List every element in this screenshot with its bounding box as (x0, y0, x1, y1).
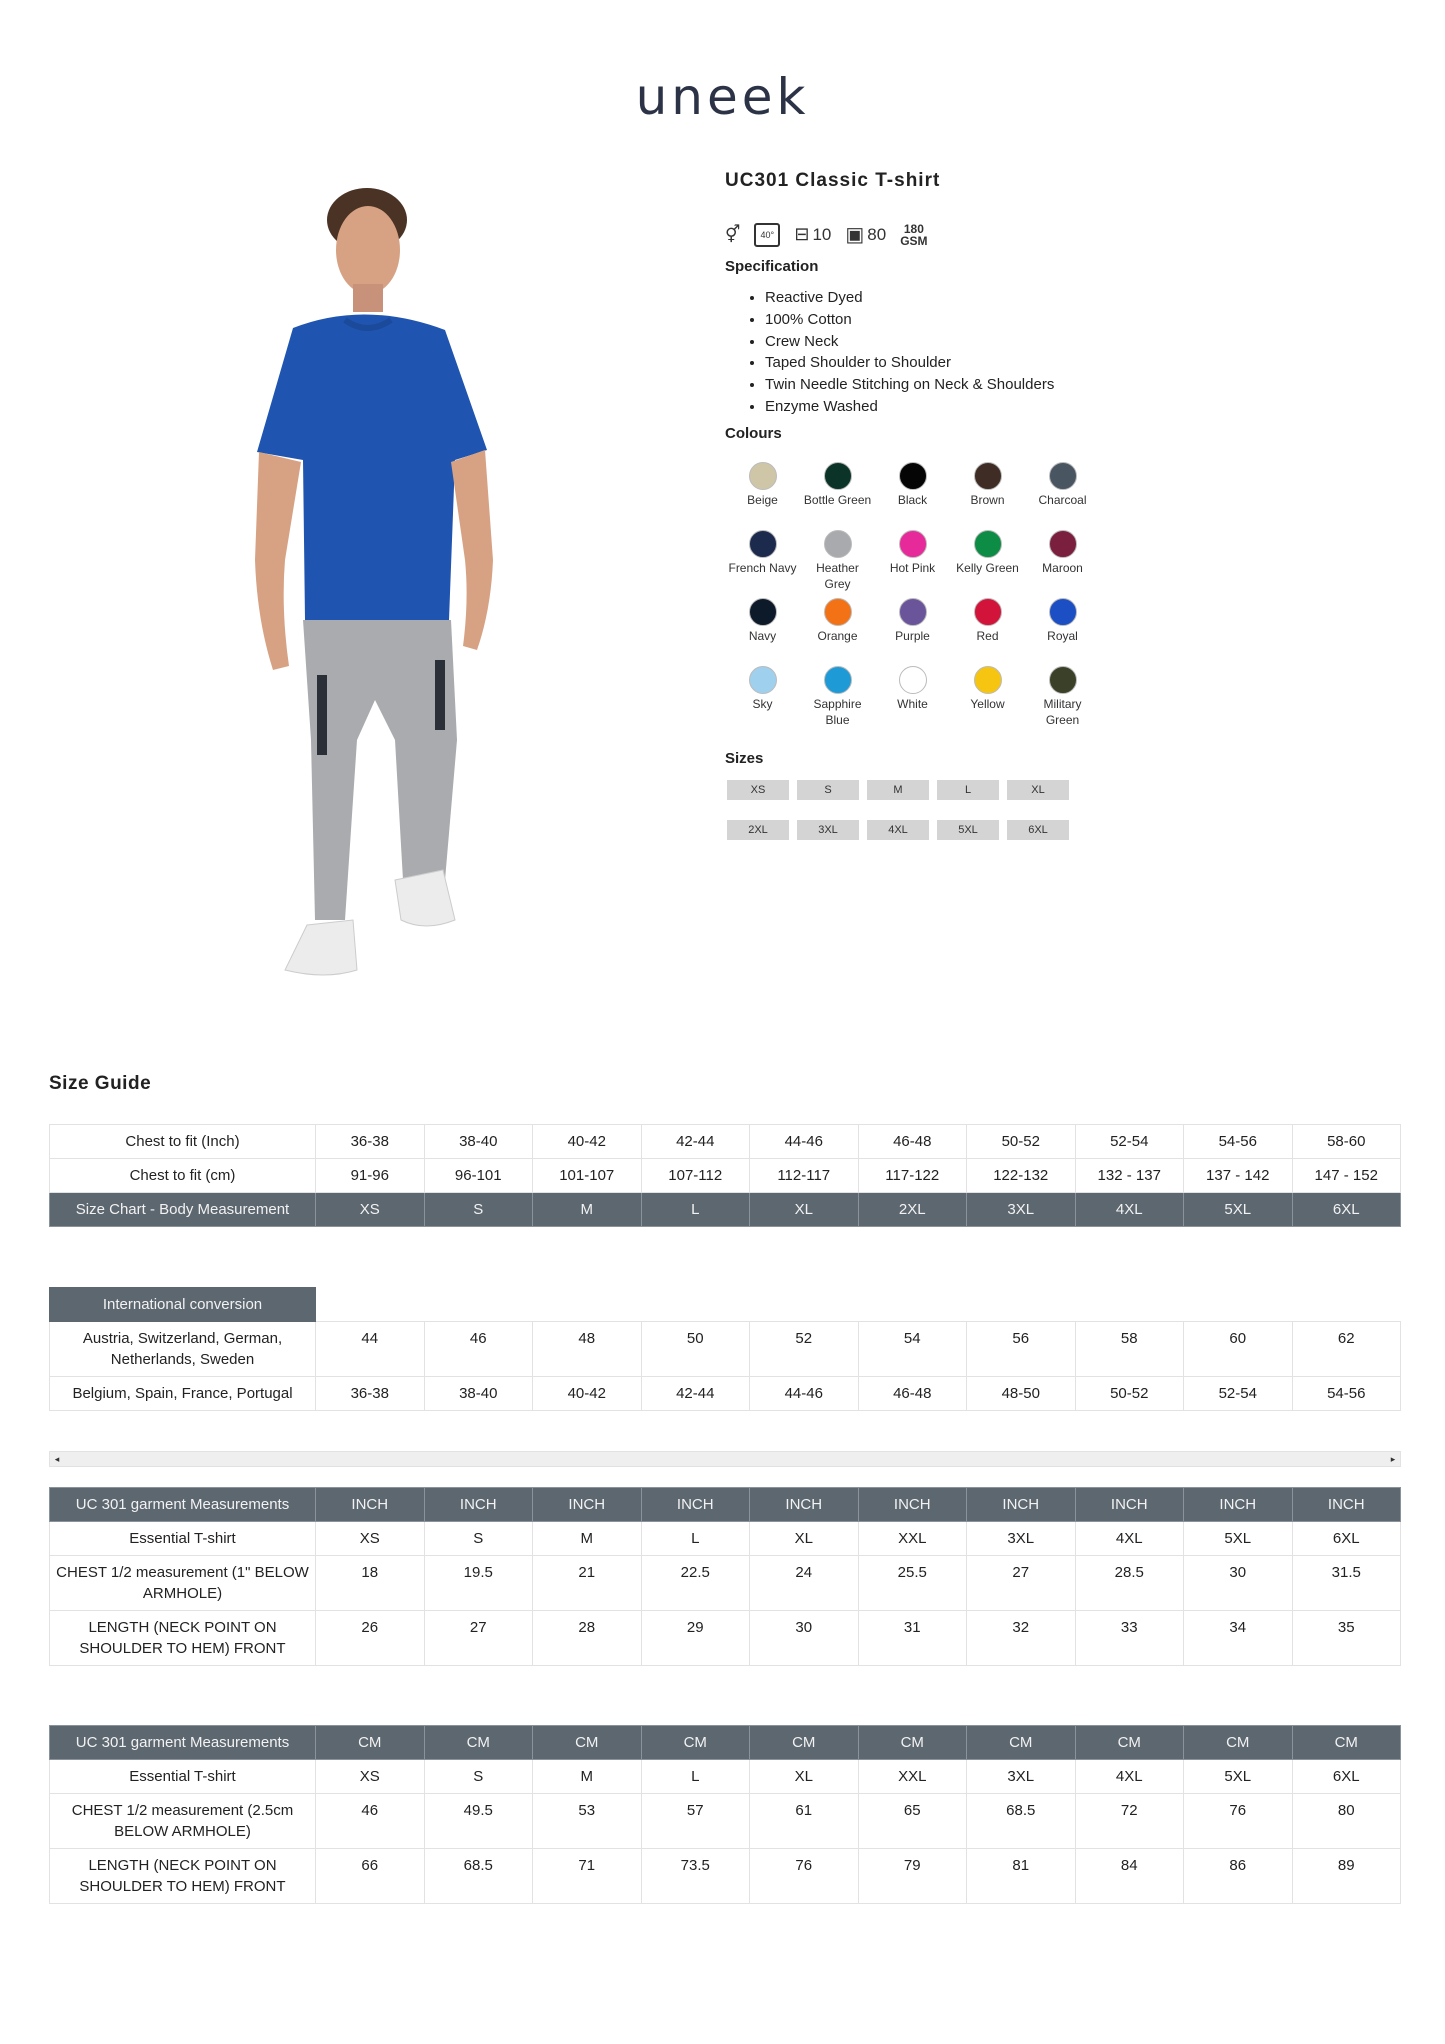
table-cell: 28.5 (1075, 1556, 1184, 1611)
table-cell: CM (1075, 1726, 1184, 1760)
size-chip[interactable]: XS (727, 780, 789, 800)
table-cell: 5XL (1184, 1193, 1293, 1227)
table-cell: 3XL (967, 1760, 1076, 1794)
colour-swatch[interactable] (1025, 462, 1100, 530)
blank-cell (533, 1288, 642, 1322)
table-cell: 89 (1292, 1849, 1401, 1904)
table-cell: 3XL (967, 1193, 1076, 1227)
colour-label: Navy (748, 629, 777, 643)
row-label: Essential T-shirt (50, 1522, 316, 1556)
garment-measurements-inch-table (49, 1487, 1401, 1666)
table-cell: 4XL (1075, 1522, 1184, 1556)
colour-swatch[interactable] (1025, 598, 1100, 666)
table-cell: S (424, 1760, 533, 1794)
row-label: Chest to fit (Inch) (50, 1125, 316, 1159)
pack-icon: ⊟ 10 (794, 224, 832, 244)
colour-dot[interactable] (1049, 530, 1077, 558)
table-cell: XL (750, 1760, 859, 1794)
scroll-right-icon[interactable]: ▸ (1390, 1454, 1396, 1464)
colour-swatches (725, 462, 1100, 734)
table-cell: 6XL (1292, 1760, 1401, 1794)
table-cell: 54-56 (1292, 1377, 1401, 1411)
blank-cell (1292, 1288, 1401, 1322)
colour-dot[interactable] (974, 598, 1002, 626)
colour-label: Military Green (1043, 697, 1082, 727)
table-cell: 48 (533, 1322, 642, 1377)
table-cell: 58-60 (1292, 1125, 1401, 1159)
table-cell: 56 (967, 1322, 1076, 1377)
table-cell: 40-42 (533, 1377, 642, 1411)
table-cell: 2XL (858, 1193, 967, 1227)
table-cell: 38-40 (424, 1125, 533, 1159)
table-cell: 31 (858, 1611, 967, 1666)
colour-swatch[interactable] (950, 462, 1025, 530)
table-row (50, 1760, 1401, 1794)
table-cell: 147 - 152 (1292, 1159, 1401, 1193)
colour-dot[interactable] (749, 530, 777, 558)
colour-dot[interactable] (899, 462, 927, 490)
table-cell: 107-112 (641, 1159, 750, 1193)
colour-label: Red (976, 629, 999, 643)
table-cell: 21 (533, 1556, 642, 1611)
row-label: CHEST 1/2 measurement (2.5cm BELOW ARMHOLE) (50, 1794, 316, 1849)
colours-heading: Colours (725, 425, 782, 442)
colour-label: Hot Pink (889, 561, 936, 575)
table-cell: 122-132 (967, 1159, 1076, 1193)
colour-dot[interactable] (899, 530, 927, 558)
table-cell: S (424, 1522, 533, 1556)
colour-swatch[interactable] (800, 598, 875, 666)
table-cell: 50-52 (967, 1125, 1076, 1159)
blank-cell (1075, 1288, 1184, 1322)
brand-logo: uneek (635, 68, 810, 126)
sizes-heading: Sizes (725, 750, 764, 767)
table-cell: 50-52 (1075, 1377, 1184, 1411)
wash-40-icon: 40° (754, 223, 780, 247)
table-cell: CM (1292, 1726, 1401, 1760)
row-label: LENGTH (NECK POINT ON SHOULDER TO HEM) FRONT (50, 1849, 316, 1904)
colour-label: Sky (752, 697, 773, 711)
size-guide-table (49, 1124, 1401, 1227)
table-row (50, 1611, 1401, 1666)
size-options (727, 780, 1069, 840)
table-cell: 52 (750, 1322, 859, 1377)
table-cell: INCH (316, 1488, 425, 1522)
colour-dot[interactable] (1049, 666, 1077, 694)
table-cell: XS (316, 1760, 425, 1794)
specification-list (743, 287, 1054, 418)
table-row (50, 1794, 1401, 1849)
table-cell: 27 (967, 1556, 1076, 1611)
table-cell: 46 (424, 1322, 533, 1377)
colour-label: Brown (970, 493, 1005, 507)
table-cell: 117-122 (858, 1159, 967, 1193)
table-cell: 79 (858, 1849, 967, 1904)
colour-label: Yellow (970, 697, 1005, 711)
table-cell: 32 (967, 1611, 1076, 1666)
table-cell: 19.5 (424, 1556, 533, 1611)
colour-label: Sapphire Blue (813, 697, 862, 727)
table-cell: 61 (750, 1794, 859, 1849)
colour-swatch[interactable] (875, 598, 950, 666)
table-cell: XXL (858, 1522, 967, 1556)
table-row (50, 1522, 1401, 1556)
table-cell: 52-54 (1184, 1377, 1293, 1411)
colour-dot[interactable] (824, 530, 852, 558)
table-cell: 31.5 (1292, 1556, 1401, 1611)
colour-label: Bottle Green (803, 493, 872, 507)
blank-cell (424, 1288, 533, 1322)
table-cell: 68.5 (967, 1794, 1076, 1849)
colour-label: Purple (895, 629, 930, 643)
table-cell: 38-40 (424, 1377, 533, 1411)
unisex-icon: ⚥ (725, 224, 741, 244)
spec-item: • Reactive Dyed (765, 287, 1054, 309)
table-cell: CM (533, 1726, 642, 1760)
colour-swatch[interactable] (725, 462, 800, 530)
table-cell: S (424, 1193, 533, 1227)
table-cell: 65 (858, 1794, 967, 1849)
colour-label: Black (897, 493, 928, 507)
colour-label: Royal (1047, 629, 1078, 643)
blank-cell (641, 1288, 750, 1322)
table-cell: CM (641, 1726, 750, 1760)
table-cell: 132 - 137 (1075, 1159, 1184, 1193)
table-cell: 76 (750, 1849, 859, 1904)
box-icon: ▣ 80 (845, 224, 887, 246)
table-cell: M (533, 1193, 642, 1227)
table-cell: 62 (1292, 1322, 1401, 1377)
table-cell: 137 - 142 (1184, 1159, 1293, 1193)
table-cell: L (641, 1193, 750, 1227)
table-cell: 44-46 (750, 1125, 859, 1159)
table-cell: 46 (316, 1794, 425, 1849)
table-cell: 58 (1075, 1322, 1184, 1377)
spec-item: • 100% Cotton (765, 309, 1054, 331)
table-cell: INCH (967, 1488, 1076, 1522)
table-cell: 6XL (1292, 1522, 1401, 1556)
colour-swatch[interactable] (1025, 666, 1100, 734)
spec-item: • Twin Needle Stitching on Neck & Shoulders (765, 374, 1054, 396)
row-label: Belgium, Spain, France, Portugal (50, 1377, 316, 1411)
blank-cell (316, 1288, 425, 1322)
spec-item: • Taped Shoulder to Shoulder (765, 352, 1054, 374)
colour-dot[interactable] (824, 666, 852, 694)
colour-swatch[interactable] (725, 530, 800, 598)
size-chip[interactable]: M (867, 780, 929, 800)
product-photo (245, 180, 525, 1040)
table-cell: 29 (641, 1611, 750, 1666)
specification-heading: Specification (725, 258, 819, 275)
size-chip[interactable]: 6XL (1007, 820, 1069, 840)
table-cell: 36-38 (316, 1125, 425, 1159)
table-cell: 72 (1075, 1794, 1184, 1849)
table-cell: CM (316, 1726, 425, 1760)
blank-cell (967, 1288, 1076, 1322)
size-chip[interactable]: S (797, 780, 859, 800)
table-cell: 46-48 (858, 1125, 967, 1159)
table-cell: 26 (316, 1611, 425, 1666)
table-cell: 53 (533, 1794, 642, 1849)
colour-dot[interactable] (974, 462, 1002, 490)
table-cell: 30 (750, 1611, 859, 1666)
colour-swatch[interactable] (800, 530, 875, 598)
table-cell: INCH (533, 1488, 642, 1522)
size-chip[interactable]: 3XL (797, 820, 859, 840)
table-cell: 112-117 (750, 1159, 859, 1193)
colour-dot[interactable] (749, 598, 777, 626)
table-cell: 52-54 (1075, 1125, 1184, 1159)
blank-cell (858, 1288, 967, 1322)
table-cell: 71 (533, 1849, 642, 1904)
colour-swatch[interactable] (875, 462, 950, 530)
colour-swatch[interactable] (875, 666, 950, 734)
table-cell: 36-38 (316, 1377, 425, 1411)
table-cell: M (533, 1522, 642, 1556)
table-cell: INCH (1075, 1488, 1184, 1522)
table-row (50, 1488, 1401, 1522)
colour-swatch[interactable] (800, 462, 875, 530)
table-cell: 60 (1184, 1322, 1293, 1377)
colour-dot[interactable] (824, 598, 852, 626)
colour-dot[interactable] (1049, 598, 1077, 626)
table-cell: 68.5 (424, 1849, 533, 1904)
horizontal-scrollbar[interactable] (49, 1451, 1401, 1467)
table-cell: 25.5 (858, 1556, 967, 1611)
row-label: Chest to fit (cm) (50, 1159, 316, 1193)
table-cell: 40-42 (533, 1125, 642, 1159)
table-cell: 48-50 (967, 1377, 1076, 1411)
table-row (50, 1125, 1401, 1159)
table-cell: 42-44 (641, 1125, 750, 1159)
intl-header: International conversion (50, 1288, 316, 1322)
blank-cell (1184, 1288, 1293, 1322)
table-cell: 50 (641, 1322, 750, 1377)
table-cell: 66 (316, 1849, 425, 1904)
row-label: Essential T-shirt (50, 1760, 316, 1794)
colour-swatch[interactable] (875, 530, 950, 598)
table-cell: 5XL (1184, 1522, 1293, 1556)
table-row (50, 1377, 1401, 1411)
table-cell: XS (316, 1193, 425, 1227)
table-cell: 57 (641, 1794, 750, 1849)
table-cell: CM (967, 1726, 1076, 1760)
feature-icons (725, 222, 928, 247)
spec-item: • Crew Neck (765, 331, 1054, 353)
table-cell: 46-48 (858, 1377, 967, 1411)
colour-dot[interactable] (749, 462, 777, 490)
colour-label: White (897, 697, 928, 711)
row-label: UC 301 garment Measurements (50, 1488, 316, 1522)
colour-swatch[interactable] (800, 666, 875, 734)
table-cell: 6XL (1292, 1193, 1401, 1227)
row-label: UC 301 garment Measurements (50, 1726, 316, 1760)
table-cell: XL (750, 1522, 859, 1556)
colour-dot[interactable] (974, 666, 1002, 694)
table-cell: 44-46 (750, 1377, 859, 1411)
table-cell: INCH (1292, 1488, 1401, 1522)
colour-swatch[interactable] (950, 530, 1025, 598)
garment-measurements-cm-table (49, 1725, 1401, 1904)
size-chip[interactable]: L (937, 780, 999, 800)
table-cell: 3XL (967, 1522, 1076, 1556)
size-chip[interactable]: XL (1007, 780, 1069, 800)
table-cell: 84 (1075, 1849, 1184, 1904)
table-cell: 73.5 (641, 1849, 750, 1904)
table-cell: 30 (1184, 1556, 1293, 1611)
table-cell: 96-101 (424, 1159, 533, 1193)
table-row (50, 1556, 1401, 1611)
table-cell: XL (750, 1193, 859, 1227)
colour-label: French Navy (728, 561, 797, 575)
colour-swatch[interactable] (950, 598, 1025, 666)
table-cell: 34 (1184, 1611, 1293, 1666)
colour-dot[interactable] (1049, 462, 1077, 490)
spec-item: • Enzyme Washed (765, 396, 1054, 418)
table-cell: 18 (316, 1556, 425, 1611)
table-header-row (50, 1288, 1401, 1322)
table-cell: 5XL (1184, 1760, 1293, 1794)
table-cell: L (641, 1760, 750, 1794)
colour-label: Beige (747, 493, 778, 507)
table-row (50, 1193, 1401, 1227)
table-cell: CM (424, 1726, 533, 1760)
size-guide-title: Size Guide (49, 1073, 152, 1094)
table-cell: INCH (1184, 1488, 1293, 1522)
row-label: Austria, Switzerland, German, Netherlands, Sweden (50, 1322, 316, 1377)
row-label: LENGTH (NECK POINT ON SHOULDER TO HEM) FRONT (50, 1611, 316, 1666)
table-row (50, 1159, 1401, 1193)
table-cell: 24 (750, 1556, 859, 1611)
table-cell: 49.5 (424, 1794, 533, 1849)
table-cell: 27 (424, 1611, 533, 1666)
colour-label: Maroon (1042, 561, 1083, 575)
table-cell: XS (316, 1522, 425, 1556)
product-title: UC301 Classic T-shirt (725, 170, 941, 191)
table-cell: 35 (1292, 1611, 1401, 1666)
table-cell: L (641, 1522, 750, 1556)
table-cell: CM (750, 1726, 859, 1760)
table-cell: INCH (750, 1488, 859, 1522)
table-cell: INCH (641, 1488, 750, 1522)
size-chip[interactable]: 5XL (937, 820, 999, 840)
table-cell: 28 (533, 1611, 642, 1666)
table-row (50, 1849, 1401, 1904)
colour-label: Heather Grey (816, 561, 859, 591)
table-cell: 44 (316, 1322, 425, 1377)
colour-label: Kelly Green (956, 561, 1019, 575)
table-cell: CM (1184, 1726, 1293, 1760)
table-cell: INCH (858, 1488, 967, 1522)
table-cell: INCH (424, 1488, 533, 1522)
blank-cell (750, 1288, 859, 1322)
colour-label: Orange (817, 629, 858, 643)
table-cell: 76 (1184, 1794, 1293, 1849)
table-cell: 101-107 (533, 1159, 642, 1193)
table-cell: CM (858, 1726, 967, 1760)
scroll-left-icon[interactable]: ◂ (54, 1454, 60, 1464)
table-cell: 54 (858, 1322, 967, 1377)
table-cell: 22.5 (641, 1556, 750, 1611)
table-cell: 42-44 (641, 1377, 750, 1411)
colour-dot[interactable] (749, 666, 777, 694)
table-cell: 4XL (1075, 1760, 1184, 1794)
colour-dot[interactable] (899, 666, 927, 694)
colour-dot[interactable] (899, 598, 927, 626)
row-label: Size Chart - Body Measurement (50, 1193, 316, 1227)
row-label: CHEST 1/2 measurement (1" BELOW ARMHOLE) (50, 1556, 316, 1611)
table-cell: 33 (1075, 1611, 1184, 1666)
international-conversion-table (49, 1287, 1401, 1411)
table-cell: 81 (967, 1849, 1076, 1904)
table-cell: 4XL (1075, 1193, 1184, 1227)
table-cell: XXL (858, 1760, 967, 1794)
table-cell: 54-56 (1184, 1125, 1293, 1159)
table-cell: M (533, 1760, 642, 1794)
colour-dot[interactable] (974, 530, 1002, 558)
size-chip[interactable]: 2XL (727, 820, 789, 840)
colour-label: Charcoal (1038, 493, 1087, 507)
table-cell: 80 (1292, 1794, 1401, 1849)
colour-swatch[interactable] (1025, 530, 1100, 598)
colour-swatch[interactable] (725, 598, 800, 666)
size-chip[interactable]: 4XL (867, 820, 929, 840)
table-row (50, 1726, 1401, 1760)
colour-dot[interactable] (824, 462, 852, 490)
table-cell: 86 (1184, 1849, 1293, 1904)
colour-swatch[interactable] (725, 666, 800, 734)
table-cell: 91-96 (316, 1159, 425, 1193)
gsm-icon: 180 GSM (900, 221, 928, 248)
colour-swatch[interactable] (950, 666, 1025, 734)
table-row (50, 1322, 1401, 1377)
